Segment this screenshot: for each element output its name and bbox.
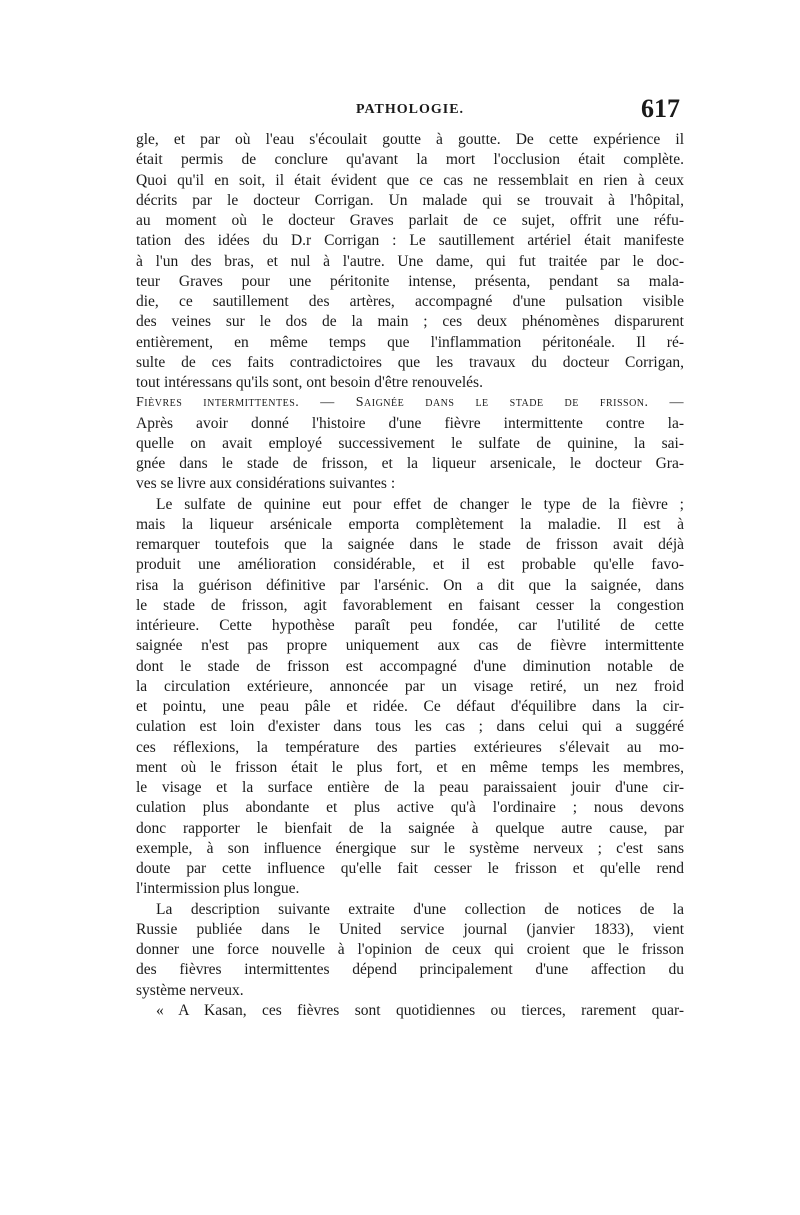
text-line: die, ce sautillement des artères, accompagné d'une pulsation visible <box>136 293 684 310</box>
text-line: risa la guérison définitive par l'arsénic. On a dit que la saignée, dans <box>136 576 684 594</box>
text-line: dont le stade de frisson est accompagné d'une diminution notable de <box>136 657 684 675</box>
text-line: tation des idées du D.r Corrigan : Le sautillement artériel était manifeste <box>136 232 684 250</box>
text-line: le visage et la surface entière de la peau paraissaient jouir d'une cir- <box>136 779 684 796</box>
text-line: Russie publiée dans le United service journal (janvier 1833), vient <box>136 920 684 938</box>
text-line: exemple, à son influence énergique sur le système nerveux ; c'est sans <box>136 839 684 857</box>
text-line: ment où le frisson était le plus fort, et en même temps les membres, <box>136 758 684 776</box>
text-line: sulte de ces faits contradictoires que les travaux du docteur Corrigan, <box>136 353 684 371</box>
text-line: et pointu, une peau pâle et ridée. Ce défaut d'équilibre dans la cir- <box>136 698 684 715</box>
body-text <box>136 130 684 1021</box>
text-line: la circulation extérieure, annoncée par un visage retiré, un nez froid <box>136 677 684 695</box>
section-heading: Fièvres intermittentes. — Saignée dans le stade de frisson. — <box>136 395 684 411</box>
text-line: Le sulfate de quinine eut pour effet de changer le type de la fièvre ; <box>156 495 684 513</box>
text-line: gle, et par où l'eau s'écoulait goutte à goutte. De cette expérience il <box>136 131 684 148</box>
text-line: saignée n'est pas propre uniquement aux cas de fièvre intermittente <box>136 637 684 655</box>
text-line: doute par cette influence qu'elle fait cesser le frisson et qu'elle rend <box>136 860 684 877</box>
text-line: l'intermission plus longue. <box>136 880 300 898</box>
text-line: système nerveux. <box>136 981 244 999</box>
text-line: Quoi qu'il en soit, il était évident que ce cas ne ressemblait en rien à ceux <box>136 171 684 189</box>
page-number: 617 <box>641 94 680 123</box>
text-line: gnée dans le stade de frisson, et la liqueur arsenicale, le docteur Gra- <box>136 455 684 472</box>
text-line: décrits par le docteur Corrigan. Un malade qui se trouvait à l'hôpital, <box>136 191 684 209</box>
text-line: au moment où le docteur Graves parlait de ce sujet, offrit une réfu- <box>136 212 684 229</box>
text-line: des fièvres intermittentes dépend principalement d'une affection du <box>136 961 684 979</box>
text-line: donc rapporter le bienfait de la saignée à quelque autre cause, par <box>136 819 684 837</box>
text-line: tout intéressans qu'ils sont, ont besoin d'être renouvelés. <box>136 374 483 391</box>
text-line: culation plus abondante et plus active qu'à l'ordinaire ; nous devons <box>136 799 684 817</box>
text-line: remarquer toutefois que la saignée dans le stade de frisson avait déjà <box>136 536 684 553</box>
text-line: La description suivante extraite d'une collection de notices de la <box>156 900 684 918</box>
text-line: donner une force nouvelle à l'opinion de ceux qui croient que le frisson <box>136 941 684 958</box>
text-line: le stade de frisson, agit favorablement en faisant cesser la congestion <box>136 596 684 614</box>
text-line: teur Graves pour une péritonite intense, présenta, pendant sa mala- <box>136 272 684 290</box>
text-line: Après avoir donné l'histoire d'une fièvre intermittente contre la- <box>136 414 684 432</box>
page-header <box>136 96 684 126</box>
text-line: « A Kasan, ces fièvres sont quotidiennes ou tierces, rarement quar- <box>156 1001 684 1019</box>
text-line: produit une amélioration considérable, et il est probable qu'elle favo- <box>136 556 684 574</box>
text-line: à l'un des bras, et nul à l'autre. Une dame, qui fut traitée par le doc- <box>136 252 684 270</box>
text-line: intérieure. Cette hypothèse paraît peu fondée, car l'utilité de cette <box>136 617 684 634</box>
text-line: entièrement, en même temps que l'inflammation péritonéale. Il ré- <box>136 333 684 351</box>
text-line: ves se livre aux considérations suivantes : <box>136 475 396 493</box>
text-line: des veines sur le dos de la main ; ces deux phénomènes disparurent <box>136 313 684 331</box>
running-title: PATHOLOGIE. <box>355 102 465 117</box>
text-line: ces réflexions, la température des parties extérieures s'élevait au mo- <box>136 738 684 756</box>
text-line: culation est loin d'exister dans tous les cas ; dans celui qui a suggéré <box>136 718 684 736</box>
text-line: était permis de conclure qu'avant la mort l'occlusion était complète. <box>136 151 684 169</box>
text-line: quelle on avait employé successivement le sulfate de quinine, la sai- <box>136 434 684 452</box>
text-line: mais la liqueur arsénicale emporta complètement la maladie. Il est à <box>136 515 684 533</box>
